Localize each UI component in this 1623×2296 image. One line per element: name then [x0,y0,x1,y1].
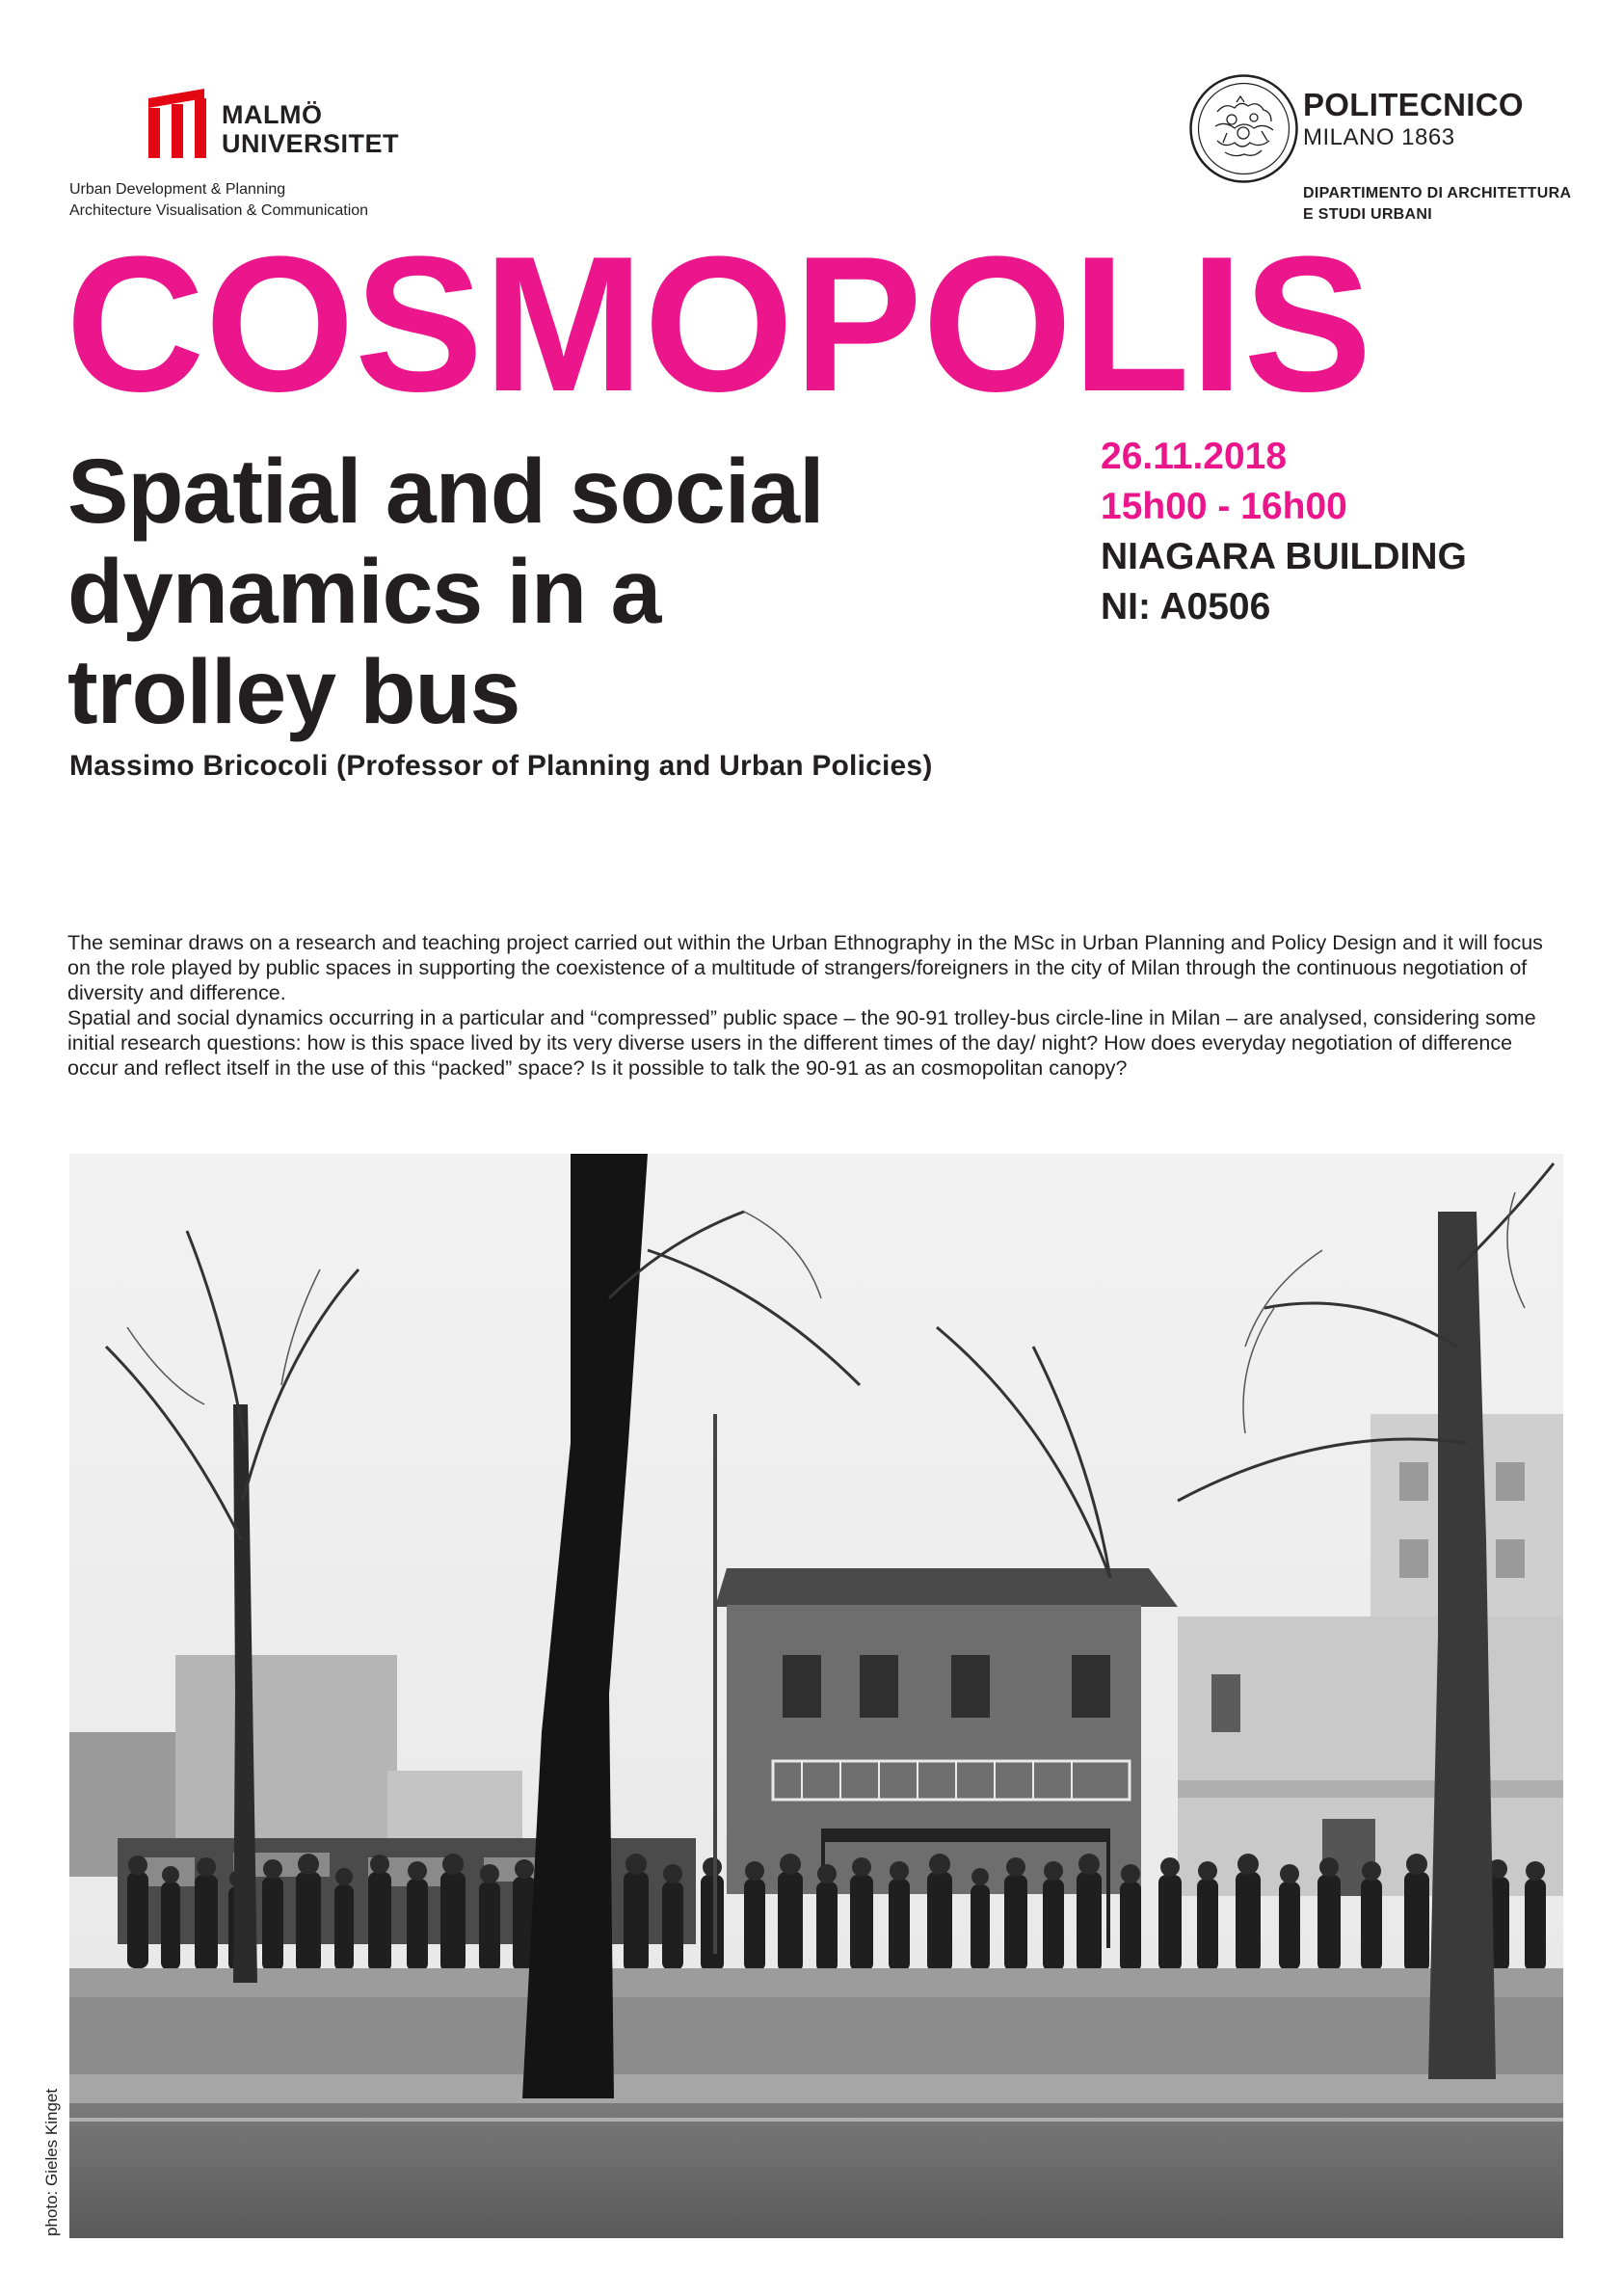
event-building: NIAGARA BUILDING [1101,536,1467,577]
malmo-universitet-logo-icon [148,89,212,158]
subtitle-line: Spatial and social [67,441,824,543]
malmo-dept-line2: Architecture Visualisation & Communication [69,202,369,219]
politecnico-seal-icon [1188,73,1299,184]
description-paragraph: The seminar draws on a research and teaching project carried out within the Urban Ethnography in the MSc in Urban Planning and Policy Design and it will focus on the role played by public spaces in supporting the coexistence of a multitude of strangers/foreigners in the city of Milan through the continuous negotiation of diversity and difference. [67,931,1543,1004]
malmo-department [69,179,368,222]
malmo-university-name [222,100,399,158]
politecnico-dept-line2: E STUDI URBANI [1303,206,1432,223]
photo-credit: photo: Gieles Kinget [42,2088,61,2236]
malmo-dept-line1: Urban Development & Planning [69,181,286,198]
description-paragraph: Spatial and social dynamics occurring in a particular and “compressed” public space – the 90-91 trolley-bus circle-line in Milan – are analysed, considering some initial research questions: how is this space lived by its very diverse users in the different times of the day/ night? How does everyday negotiation of difference occur and reflect itself in the use of this “packed” space? Is it possible to talk the 90-91 as an cosmopolitan canopy? [67,1006,1536,1080]
subtitle-line: dynamics in a [67,541,661,643]
event-date: 26.11.2018 [1101,436,1288,477]
seminar-subtitle [67,441,1070,742]
poster-title: COSMOPOLIS [66,217,1372,432]
subtitle-line: trolley bus [67,641,520,743]
event-time: 15h00 - 16h00 [1101,486,1347,527]
politecnico-city: MILANO 1863 [1303,124,1455,150]
politecnico-name: POLITECNICO [1303,87,1524,122]
malmo-name-line1: MALMÖ [222,100,323,129]
street-photo [69,1154,1563,2238]
event-room: NI: A0506 [1101,586,1271,627]
event-info [1101,432,1467,632]
seminar-description [67,930,1566,1081]
speaker-name: Massimo Bricocoli (Professor of Planning and Urban Policies) [69,750,933,782]
politecnico-dept-line1: DIPARTIMENTO DI ARCHITETTURA [1303,185,1572,201]
malmo-name-line2: UNIVERSITET [222,129,400,158]
